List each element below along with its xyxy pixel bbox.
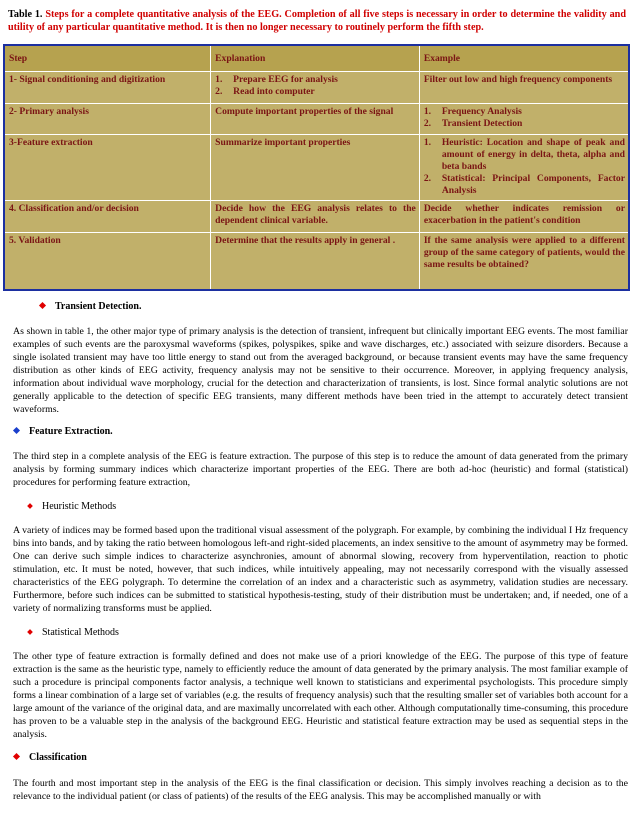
step-cell: 2- Primary analysis <box>4 104 211 135</box>
example-cell: Filter out low and high frequency components <box>419 72 629 104</box>
feature-extraction-paragraph: The third step in a complete analysis of the EEG is feature extraction. The purpose of this step is to reduce the amount of data generated from the primary analysis by forming summary indices which characterize important properties of the EEG. There are both ad-hoc (heuristic) and formal (statistical) procedures for performing feature extraction, <box>13 451 628 488</box>
transient-detection-paragraph: As shown in table 1, the other major type of primary analysis is the detection of transient, infrequent but clinically important EEG events. The most familiar examples of such events are the paroxysmal waveforms (spikes, polyspikes, spike and wave discharges, etc.) associated with seizure disorders. Because a single isolated transient may have too little energy to stand out from the averaged background, or because transient events may have the same frequency distribution as other kinds of EEG activity, frequency analysis may not be sensitive to their occurrence. Moreover, in applying frequency analysis, information about individual wave morphology, crucial for the detection and characterization of transients, is lost. Since formal analytic solutions are not generally applicable to the detection of specific EEG transients, many different methods have been tried in the attempt to accurately detect transient waveforms. <box>13 326 628 415</box>
classification-heading: Classification <box>14 751 87 764</box>
table-row <box>4 233 629 291</box>
table-header-row <box>4 45 629 72</box>
table-caption-text: Steps for a complete quantitative analysis of the EEG. Completion of all five steps is necessary in order to determine the validity and utility of any particular quantitative method. It is then no longer necessary to routinely perform the fifth step. <box>8 9 626 33</box>
diamond-bullet-icon <box>39 302 46 309</box>
explanation-cell: Decide how the EEG analysis relates to the dependent clinical variable. <box>211 201 420 233</box>
statistical-methods-heading: Statistical Methods <box>28 626 119 639</box>
example-cell <box>419 104 629 135</box>
list-item: 2. Statistical: Principal Components, Factor Analysis <box>423 173 625 196</box>
table-header-cell: Step <box>4 45 211 72</box>
explanation-cell: Summarize important properties <box>211 135 420 201</box>
explanation-cell: Compute important properties of the signal <box>211 104 420 135</box>
list-item: 1. Heuristic: Location and shape of peak and amount of energy in delta, theta, alpha and beta bands <box>423 137 625 172</box>
table-row <box>4 72 629 104</box>
diamond-bullet-icon <box>13 753 20 760</box>
table-row <box>4 104 629 135</box>
step-cell: 4. Classification and/or decision <box>4 201 211 233</box>
heuristic-methods-paragraph: A variety of indices may be formed based upon the traditional visual assessment of the polygraph. For example, by combining the individual I Hz frequency bins into bands, and by taking the ratio between homologous left-and right-sided placements, an index sensitive to the amount of asymmetry may be formed. One can derive such simple indices to characterize asynchronies, amount of abnormal slowing, recovery from hyperventilation, reaction to photic stimulation, etc. It must be noted, however, that such indices, while intuitively appealing, may not necessarily correspond with the visually assessed characteristics of the EEG polygraph. To determine the correlation of an index and a characteristic such as asymmetry, validation studies are necessary. Furthermore, before such indices can be submitted to statistical hypothesis-testing, study of their distribution must be undertaken; and, if needed, one of a variety of normalizing transforms must be applied. <box>13 525 628 614</box>
step-cell: 1- Signal conditioning and digitization <box>4 72 211 104</box>
table-caption <box>8 8 626 34</box>
classification-paragraph: The fourth and most important step in the analysis of the EEG is the final classification or decision. This simply involves reaching a decision as to the relevance to the individual patient (or class of patients) of the results of the EEG analysis. This may be accomplished manually or with <box>13 778 628 802</box>
diamond-bullet-icon <box>13 427 20 434</box>
list-item: 1. Frequency Analysis <box>423 106 522 117</box>
diamond-bullet-icon <box>27 503 33 509</box>
example-cell: If the same analysis were applied to a different group of the same category of patients, would the same results be obtained? <box>419 233 629 291</box>
list-item: 2. Transient Detection <box>423 118 523 129</box>
explanation-cell <box>211 72 420 104</box>
statistical-methods-paragraph: The other type of feature extraction is formally defined and does not make use of a priori knowledge of the EEG. The purpose of this type of feature extraction is the same as the heuristic type, namely to efficiently reduce the amount of data generated by the primary analysis. The most familiar example of such a procedure is principal components factor analysis, a technique well known to statisticians and experimental psychologists. This procedure simply forms a linear combination of a large set of variables (e.g. the results of frequency analysis) such that the resulting smaller set of variables both account for a large amount of the variance of the original data, and are maximally uncorrelated with each other. Although computationally time-consuming, this procedure has proven to be a valuable step in the analysis of the background EEG. Heuristic and statistical feature extraction may be used as sequential steps in the analysis. <box>13 651 628 740</box>
table-header-cell: Example <box>419 45 629 72</box>
step-cell: 3-Feature extraction <box>4 135 211 201</box>
eeg-steps-table <box>3 44 630 291</box>
list-item: 2. Read into computer <box>215 86 315 97</box>
feature-extraction-heading: Feature Extraction. <box>14 425 113 438</box>
list-item: 1. Prepare EEG for analysis <box>215 74 338 85</box>
table-row <box>4 135 629 201</box>
transient-detection-heading: Transient Detection. <box>40 300 141 313</box>
table-caption-label: Table 1. <box>8 9 43 20</box>
table-row <box>4 201 629 233</box>
step-cell: 5. Validation <box>4 233 211 291</box>
heuristic-methods-heading: Heuristic Methods <box>28 500 116 513</box>
example-cell: Decide whether indicates remission or exacerbation in the patient's condition <box>419 201 629 233</box>
diamond-bullet-icon <box>27 629 33 635</box>
example-cell <box>419 135 629 201</box>
table-header-cell: Explanation <box>211 45 420 72</box>
explanation-cell: Determine that the results apply in general . <box>211 233 420 291</box>
